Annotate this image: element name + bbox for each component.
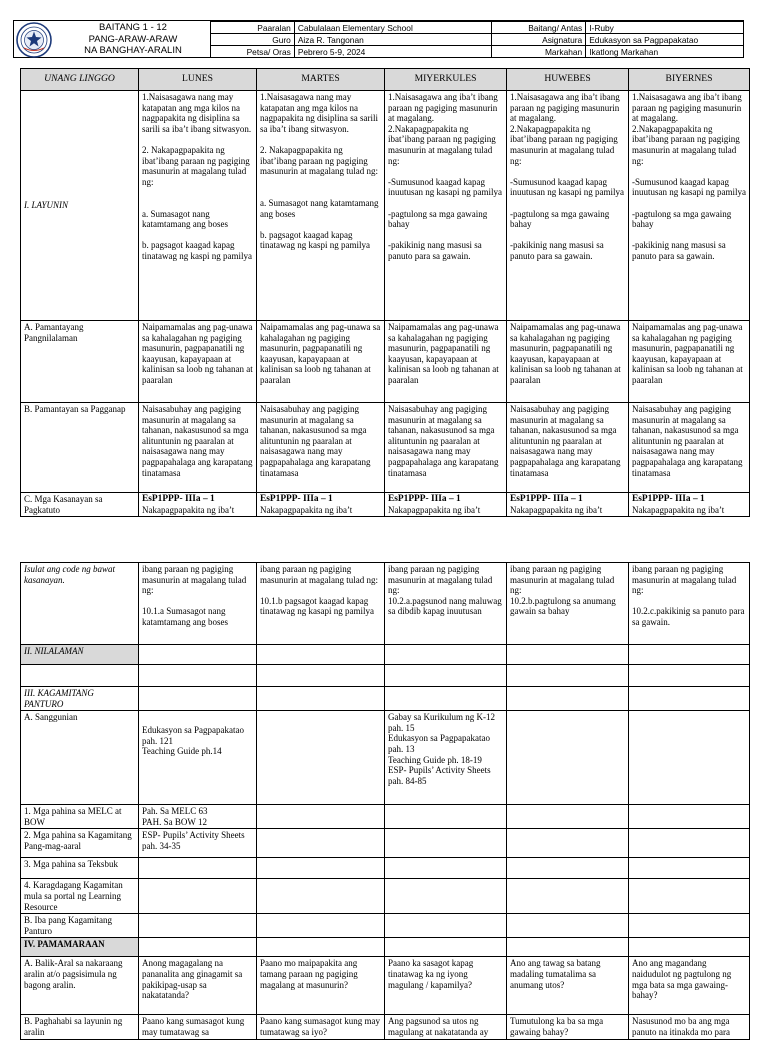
paaralan-value: Cabulalaan Elementary School [294,22,492,34]
pamamaraan-label: IV. PAMAMARAAN [21,938,139,957]
layunin-huwebes-p5: -pakikinig nang masusi sa panuto para sa gawain. [510,240,604,261]
kasanayan-huwebes [507,493,629,517]
pagganap-martes: Naisasabuhay ang pagiging masunurin at magalang sa tahanan, nakasusunod sa mga alituntunin ng paaralan at naisasagawa nang may pagpapahalaga ang karapatang tinatamasa [257,403,385,493]
kasanayan-cont-martes [257,563,385,645]
sanggunian-lunes: Edukasyon sa Pagpapakatao pah. 121 Teaching Guide ph.14 [139,711,257,805]
kasanayan-biyernes [629,493,750,517]
kasanayan-code: EsP1PPP- IIIa – 1 [142,494,215,504]
sanggunian-miyerkules: Gabay sa Kurikulum ng K-12 pah. 15 Edukasyon sa Pagpapakatao pah. 13 Teaching Guide ph. 18-19 ESP- Pupils’ Activity Sheets pah. 84-85 [385,711,507,805]
kasanayan-cont-miyerkules [385,563,507,645]
layunin-huwebes [507,91,629,321]
row-kagamitan [21,687,750,711]
row-teksbuk [21,858,750,879]
petsa-label: Petsa/ Oras [211,46,295,58]
kasanayan-cont-biyernes [629,563,750,645]
layunin-miyerkules-p1: 1.Naisasagawa ang iba’t ibang paraan ng pagiging masunurin at magalang. [388,92,498,124]
paghahabi-miyerkules: Ang pagsunod sa utos ng magulang at nakatatanda ay [385,1015,507,1039]
kasanayan-cont-biyernes-a: ibang paraan ng pagiging masunurin at magalang tulad ng: [632,564,737,596]
kasanayan-cont-huwebes-a: ibang paraan ng pagiging masunurin at magalang tulad ng: [510,564,615,596]
balik-aral-martes: Paano mo maipapakita ang tamang paraan ng pagiging magalang at masunurin? [257,957,385,1015]
layunin-huwebes-p3: -Sumusunod kaagad kapag inuutusan ng kasapi ng pamilya [510,176,624,198]
row-melc [21,805,750,829]
grade-title [58,22,208,57]
pagganap-biyernes: Naisasabuhay ang pagiging masunurin at magalang sa tahanan, nakasusunod sa mga alituntunin ng paaralan at naisasagawa nang may pagpapahalaga ang karapatang tinatamasa [629,403,750,493]
pagganap-label: B. Pamantayan sa Pagganap [21,403,139,493]
row-iba-pang-kagamitan [21,914,750,938]
layunin-miyerkules-p3: -Sumusunod kaagad kapag inuutusan ng kasapi ng pamilya [388,176,502,198]
layunin-miyerkules-p4: -pagtulong sa mga gawaing bahay [388,208,488,230]
pangnilalaman-label: A. Pamantayang Pangnilalaman [21,321,139,403]
layunin-biyernes [629,91,750,321]
pagganap-huwebes: Naisasabuhay ang pagiging masunurin at magalang sa tahanan, nakasusunod sa mga alituntunin ng paaralan at naisasagawa nang may pagpapahalaga ang karapatang tinatamasa [507,403,629,493]
balik-aral-miyerkules: Paano ka sasagot kapag tinatawag ka ng iyong magulang / kapamilya? [385,957,507,1015]
kasanayan-miyerkules [385,493,507,517]
iba-pang-kagamitan-label: B. Iba pang Kagamitang Panturo [21,914,139,938]
kagamitan-label: III. KAGAMITANG PANTURO [21,687,139,711]
col-lunes: LUNES [139,69,257,91]
layunin-huwebes-p4: -pagtulong sa mga gawaing bahay [510,208,610,230]
asignatura-label: Asignatura [492,34,586,46]
kasanayan-cont-miyerkules-b: 10.2.a.pagsunod nang maluwag sa dibdib kapag inuutusan [388,595,502,617]
kasanayan-code: EsP1PPP- IIIa – 1 [260,494,333,504]
dll-table-page-2 [20,562,750,1040]
teksbuk-label: 3. Mga pahina sa Teksbuk [21,858,139,879]
kasanayan-code: EsP1PPP- IIIa – 1 [388,494,461,504]
layunin-huwebes-p1: 1.Naisasagawa ang iba’t ibang paraan ng pagiging masunurin at magalang. [510,92,620,124]
nilalaman-label: II. NILALAMAN [21,645,139,665]
layunin-biyernes-p1: 1.Naisasagawa ang iba’t ibang paraan ng pagiging masunurin at magalang. [632,92,742,124]
layunin-lunes-p2: 2. Nakapagpapakita ng ibat’ibang paraan ng pagiging masunurin at magalang tulad ng: [142,144,250,187]
balik-aral-huwebes: Ano ang tawag sa batang madaling tumatalima sa anumang utos? [507,957,629,1015]
guro-value: Aiza R. Tangonan [294,34,492,46]
layunin-miyerkules [385,91,507,321]
pagganap-miyerkules: Naisasabuhay ang pagiging masunurin at magalang sa tahanan, nakasusunod sa mga alituntunin ng paaralan at naisasagawa nang may pagpapahalaga ang karapatang tinatamasa [385,403,507,493]
kasanayan-lunes [139,493,257,517]
row-pangnilalaman [21,321,750,403]
kasanayan-text: Nakapagpapakita ng iba’t [260,504,353,515]
header-info-grid [210,21,744,58]
kasanayan-cont-huwebes [507,563,629,645]
paghahabi-martes: Paano kang sumasagot kung may tumatawag sa iyo? [257,1015,385,1039]
balik-aral-label: A. Balik-Aral sa nakaraang aralin at/o pagsisimula ng bagong aralin. [21,957,139,1015]
layunin-biyernes-p2: 2.Nakapagpapakita ng ibat’ibang paraan ng pagiging masunurin at magalang tulad ng: [632,123,740,166]
kasanayan-label: C. Mga Kasanayan sa Pagkatuto [21,493,139,517]
pagganap-lunes: Naisasabuhay ang pagiging masunurin at magalang sa tahanan, nakasusunod sa mga alituntunin ng paaralan at naisasagawa nang may pagpapahalaga ang karapatang tinatamasa [139,403,257,493]
layunin-lunes [139,91,257,321]
layunin-huwebes-p2: 2.Nakapagpapakita ng ibat’ibang paraan ng pagiging masunurin at magalang tulad ng: [510,123,618,166]
pangnilalaman-huwebes: Naipamamalas ang pag-unawa sa kahalagahan ng pagiging masunurin, pagpapanatili ng kaayusan, kapayapaan at kalinisan sa loob ng tahanan at paaralan [507,321,629,403]
layunin-label: I. LAYUNIN [21,91,139,321]
layunin-biyernes-p3: -Sumusunod kaagad kapag inuutusan ng kasapi ng pamilya [632,176,746,198]
grade-line-2: PANG-ARAW-ARAW [88,33,178,45]
kasanayan-cont-lunes [139,563,257,645]
row-nilalaman [21,645,750,665]
kasanayan-cont-lunes-a: ibang paraan ng pagiging masunurin at magalang tulad ng: [142,564,247,596]
kasanayan-cont-martes-b: 10.1.b pagsagot kaagad kapag tinatawag ng kasapi ng pamilya [260,595,374,617]
kasanayan-code-note: Isulat ang code ng bawat kasanayan. [21,563,139,645]
layunin-lunes-p3: a. Sumasagot nang katamtamang ang boses [142,208,228,230]
col-biyernes: BIYERNES [629,69,750,91]
col-unang-linggo: UNANG LINGGO [21,69,139,91]
kasanayan-code: EsP1PPP- IIIa – 1 [510,494,583,504]
col-huwebes: HUWEBES [507,69,629,91]
grade-line-3: NA BANGHAY-ARALIN [84,45,182,56]
layunin-martes [257,91,385,321]
kasanayan-text: Nakapagpapakita ng iba’t [388,504,481,515]
kasanayan-code: EsP1PPP- IIIa – 1 [632,494,705,504]
paghahabi-lunes: Paano kang sumasagot kung may tumatawag sa [139,1015,257,1039]
layunin-lunes-p1: 1.Naisasagawa nang may katapatan ang mga kilos na nagpapakita ng disiplina sa sarili sa iba’t ibang sitwasyon. [142,92,252,134]
pangnilalaman-biyernes: Naipamamalas ang pag-unawa sa kahalagahan ng pagiging masunurin, pagpapanatili ng kaayusan, kapayapaan at kalinisan sa loob ng tahanan at paaralan [629,321,750,403]
baitang-value: I-Ruby [586,22,744,34]
layunin-miyerkules-p2: 2.Nakapagpapakita ng ibat’ibang paraan ng pagiging masunurin at magalang tulad ng: [388,123,496,166]
kasanayan-cont-lunes-b: 10.1.a Sumasagot nang katamtamang ang boses [142,606,228,627]
layunin-martes-p2: 2. Nakapagpapakita ng ibat’ibang paraan ng pagiging masunurin at magalang tulad ng: [260,144,378,177]
row-kagamitang-mag-aaral [21,829,750,858]
kagamitang-mag-aaral-label: 2. Mga pahina sa Kagamitang Pang-mag-aaral [21,829,139,858]
row-balik-aral [21,957,750,1015]
baitang-label: Baitang/ Antas [492,22,586,34]
row-nilalaman-space [21,665,750,687]
layunin-biyernes-p5: -pakikinig nang masusi sa panuto para sa gawain. [632,240,726,261]
row-pamamaraan [21,938,750,957]
kasanayan-cont-biyernes-b: 10.2.c.pakikinig sa panuto para sa gawain. [632,606,745,627]
grade-line-1: BAITANG 1 - 12 [99,22,167,33]
paghahabi-label: B. Paghahabi sa layunin ng aralin [21,1015,139,1039]
markahan-label: Markahan [492,46,586,58]
lr-portal-label: 4. Karagdagang Kagamitan mula sa portal ng Learning Resource [21,879,139,914]
row-pagganap [21,403,750,493]
kasanayan-text: Nakapagpapakita ng iba’t [510,504,603,515]
layunin-miyerkules-p5: -pakikinig nang masusi sa panuto para sa gawain. [388,240,482,261]
col-miyerkules: MIYERKULES [385,69,507,91]
melc-label: 1. Mga pahina sa MELC at BOW [21,805,139,829]
kasanayan-martes [257,493,385,517]
paghahabi-biyernes: Nasusunod mo ba ang mga panuto na itinakda mo para [629,1015,750,1039]
row-kasanayan [21,493,750,517]
row-sanggunian [21,711,750,805]
row-kasanayan-cont [21,563,750,645]
layunin-martes-p1: 1.Naisasagawa nang may katapatan ang mga kilos na nagpapakita ng disiplina sa sarili sa iba’t ibang sitwasyon. [260,92,378,134]
deped-seal-icon [16,22,52,58]
kasanayan-cont-miyerkules-a: ibang paraan ng pagiging masunurin at magalang tulad ng: [388,564,493,596]
pangnilalaman-miyerkules: Naipamamalas ang pag-unawa sa kahalagahan ng pagiging masunurin, pagpapanatili ng kaayusan, kapayapaan at kalinisan sa loob ng tahanan at paaralan [385,321,507,403]
kasanayan-cont-martes-a: ibang paraan ng pagiging masunurin at magalang tulad ng: [260,564,378,585]
kasanayan-text: Nakapagpapakita ng iba’t [142,504,235,515]
guro-label: Guro [211,34,295,46]
row-paghahabi [21,1015,750,1039]
layunin-martes-p4: b. pagsagot kaagad kapag tinatawag ng kaspi ng pamilya [260,229,370,251]
balik-aral-lunes: Anong magagalang na pananalita ang ginagamit sa pakikipag-usap sa nakatatanda? [139,957,257,1015]
layunin-lunes-p4: b. pagsagot kaagad kapag tinatawag ng kaspi ng pamilya [142,240,252,261]
paaralan-label: Paaralan [211,22,295,34]
asignatura-value: Edukasyon sa Pagpapakatao [586,34,744,46]
kagamitang-mag-aaral-lunes: ESP- Pupils’ Activity Sheets pah. 34-35 [139,829,257,858]
petsa-value: Pebrero 5-9, 2024 [294,46,492,58]
markahan-value: Ikatlong Markahan [586,46,744,58]
melc-lunes: Pah. Sa MELC 63 PAH. Sa BOW 12 [139,805,257,829]
col-martes: MARTES [257,69,385,91]
layunin-biyernes-p4: -pagtulong sa mga gawaing bahay [632,208,732,230]
kasanayan-cont-huwebes-b: 10.2.b.pagtulong sa anumang gawain sa bahay [510,595,616,617]
row-layunin [21,91,750,321]
kasanayan-text: Nakapagpapakita ng iba’t [632,504,725,515]
sanggunian-label: A. Sanggunian [21,711,139,805]
dll-header [13,20,744,58]
pangnilalaman-lunes: Naipamamalas ang pag-unawa sa kahalagahan ng pagiging masunurin, pagpapanatili ng kaayusan, kapayapaan at kalinisan sa loob ng tahanan at paaralan [139,321,257,403]
pangnilalaman-martes: Naipamamalas ang pag-unawa sa kahalagahan ng pagiging masunurin, pagpapanatili ng kaayusan, kapayapaan at kalinisan sa loob ng tahanan at paaralan [257,321,385,403]
layunin-martes-p3: a. Sumasagot nang katamtamang ang boses [260,197,379,219]
balik-aral-biyernes: Ano ang magandang naidudulot ng pagtulong ng mga bata sa mga gawaing-bahay? [629,957,750,1015]
paghahabi-huwebes: Tumutulong ka ba sa mga gawaing bahay? [507,1015,629,1039]
row-lr-portal [21,879,750,914]
dll-table-page-1 [20,68,750,517]
